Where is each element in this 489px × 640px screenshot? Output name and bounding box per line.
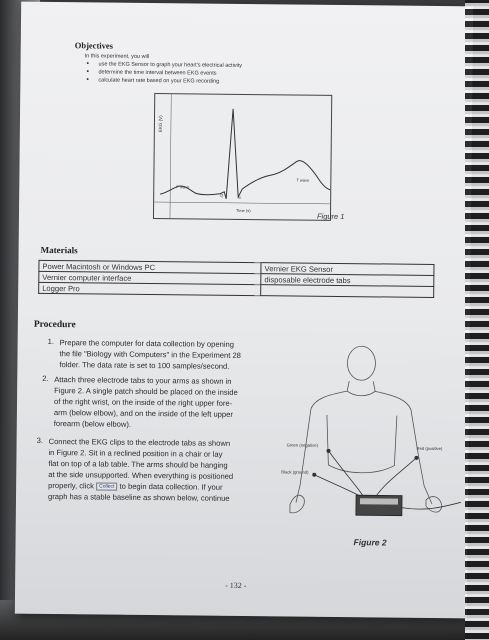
ekg-trace xyxy=(154,94,331,220)
table-cell: Logger Pro xyxy=(39,282,261,295)
step-line: folder. The data rate is set to 100 samples/second. xyxy=(59,360,230,371)
step-line: flat on top of a lab table. The arms should be hanging xyxy=(48,458,228,470)
materials-table xyxy=(38,260,434,298)
objective-item: • determine the time interval between EKG events xyxy=(86,69,326,80)
q-label: Q xyxy=(220,192,224,198)
table-cell xyxy=(261,285,434,298)
graph-ylabel: EKG (V) xyxy=(157,115,164,133)
step-line: Connect the EKG clips to the electrode tabs as shown xyxy=(48,436,231,448)
ekg-graph xyxy=(153,93,332,221)
step-3-text xyxy=(48,436,234,504)
figure-1-caption: Figure 1 xyxy=(316,211,345,222)
document-page xyxy=(15,2,473,619)
step-1-text xyxy=(59,337,241,372)
step-line-part: properly, click xyxy=(48,480,95,491)
step-line: forearm (below elbow). xyxy=(53,419,132,429)
step-line: arm (below elbow), and on the inside of the left upper xyxy=(53,408,233,419)
step-line: in Figure 2. Sit in a reclined position in a chair or lay xyxy=(48,447,223,459)
table-cell: Vernier EKG Sensor xyxy=(261,263,434,276)
step-line: graph has a stable baseline as shown below, continue xyxy=(47,491,230,503)
step-number: 1. xyxy=(47,336,55,347)
step-number: 3. xyxy=(36,435,44,445)
step-line: at the side unsupported. When everything is positioned xyxy=(48,469,234,481)
step-line: Prepare the computer for data collection by opening xyxy=(59,338,235,349)
green-lead-label: Green (negative) xyxy=(286,442,319,448)
step-number: 2. xyxy=(42,373,49,383)
graph-xlabel: Time (s) xyxy=(236,207,251,214)
figure-2-diagram xyxy=(286,334,468,536)
step-line: the file "Biology with Computers" in the Experiment 28 xyxy=(59,349,241,360)
step-line: Attach three electrode tabs to your arms as shown in xyxy=(54,375,232,386)
figure-2-caption: Figure 2 xyxy=(353,537,387,548)
table-cell: disposable electrode tabs xyxy=(261,274,434,287)
p-wave-label: P wave xyxy=(176,184,190,190)
step-line-part: to begin data collection. If your xyxy=(119,481,223,492)
step-2-text xyxy=(54,374,238,431)
collect-button[interactable]: Collect xyxy=(96,482,117,490)
s-label: S xyxy=(238,194,241,200)
table-cell: Vernier computer interface xyxy=(39,271,261,284)
table-cell: Power Macintosh or Windows PC xyxy=(39,260,261,273)
black-lead-label: Black (ground) xyxy=(281,469,309,475)
objectives-list xyxy=(86,61,326,88)
spiral-binding xyxy=(465,0,489,640)
materials-heading: Materials xyxy=(40,244,78,256)
step-line: Figure 2. A single patch should be placed on the inside xyxy=(54,386,238,397)
objectives-intro: In this experiment, you will xyxy=(84,53,150,60)
procedure-heading: Procedure xyxy=(33,319,76,331)
t-wave-label: T wave xyxy=(296,177,310,183)
red-lead-label: Red (positive) xyxy=(416,445,443,452)
objective-item: • use the EKG Sensor to graph your heart's electrical activity xyxy=(87,61,327,72)
objective-item: • calculate heart rate based on your EKG recording xyxy=(86,77,326,88)
objectives-heading: Objectives xyxy=(74,40,114,51)
interface-box-label xyxy=(360,498,398,504)
page-number: - 132 - xyxy=(225,580,247,591)
step-line: of the right wrist, on the inside of the right upper fore- xyxy=(53,397,233,408)
